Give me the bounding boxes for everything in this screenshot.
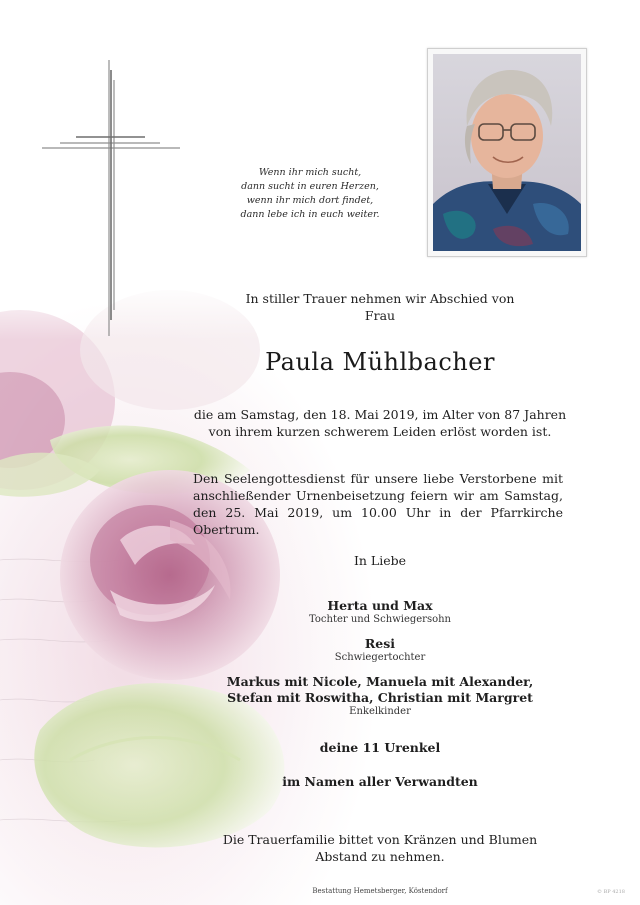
mourner-names: Resi: [364, 636, 396, 651]
mourner-role: Schwiegertochter: [334, 652, 426, 663]
funeral-home-footer: Bestattung Hemetsberger, Köstendorf: [312, 887, 448, 895]
mourner-role: Tochter und Schwiegersohn: [308, 614, 451, 625]
intro-line: In stiller Trauer nehmen wir Abschied von: [245, 291, 515, 306]
poem-line: wenn ihr mich dort findet,: [246, 195, 374, 206]
mourner-group: [180, 598, 580, 626]
poem-line: Wenn ihr mich sucht,: [258, 167, 362, 178]
service-info: Den Seelengottesdienst für unsere liebe Verstorbene mit anschließender Urnenbeisetzung feiern wir am Samstag, den 25. Mai 2019, um 10.00 Uhr in der Pfarrkirche Obertrum.: [193, 471, 563, 537]
relatives-line: im Namen aller Verwandten: [282, 774, 478, 789]
closing-request: [180, 831, 580, 865]
portrait-photo: [433, 54, 581, 251]
death-notice-line: die am Samstag, den 18. Mai 2019, im Alter von 87 Jahren: [193, 407, 567, 422]
death-notice: [180, 406, 580, 440]
mourner-names: Stefan mit Roswitha, Christian mit Margret: [227, 690, 533, 705]
intro-text: [180, 290, 580, 324]
closing-line: Abstand zu nehmen.: [315, 849, 445, 864]
death-notice-line: von ihrem kurzen schwerem Leiden erlöst worden ist.: [208, 424, 552, 439]
mourner-group: [180, 636, 580, 664]
intro-salutation: Frau: [364, 308, 396, 323]
mourners-list: [180, 598, 580, 728]
mourner-names: Markus mit Nicole, Manuela mit Alexander,: [226, 674, 534, 689]
poem: [200, 166, 420, 222]
mourner-group: [180, 674, 580, 718]
mourner-names: Herta und Max: [327, 598, 433, 613]
great-grandchildren: deine 11 Urenkel: [319, 740, 441, 755]
closing-line: Die Trauerfamilie bittet von Kränzen und Blumen: [222, 832, 538, 847]
document-code: © BP 4218: [597, 889, 625, 895]
poem-line: dann lebe ich in euch weiter.: [240, 209, 380, 220]
deceased-name: Paula Mühlbacher: [265, 348, 495, 376]
in-liebe-label: In Liebe: [353, 553, 407, 568]
poem-line: dann sucht in euren Herzen,: [241, 181, 379, 192]
mourner-role: Enkelkinder: [349, 706, 411, 717]
portrait-frame: [427, 48, 587, 257]
